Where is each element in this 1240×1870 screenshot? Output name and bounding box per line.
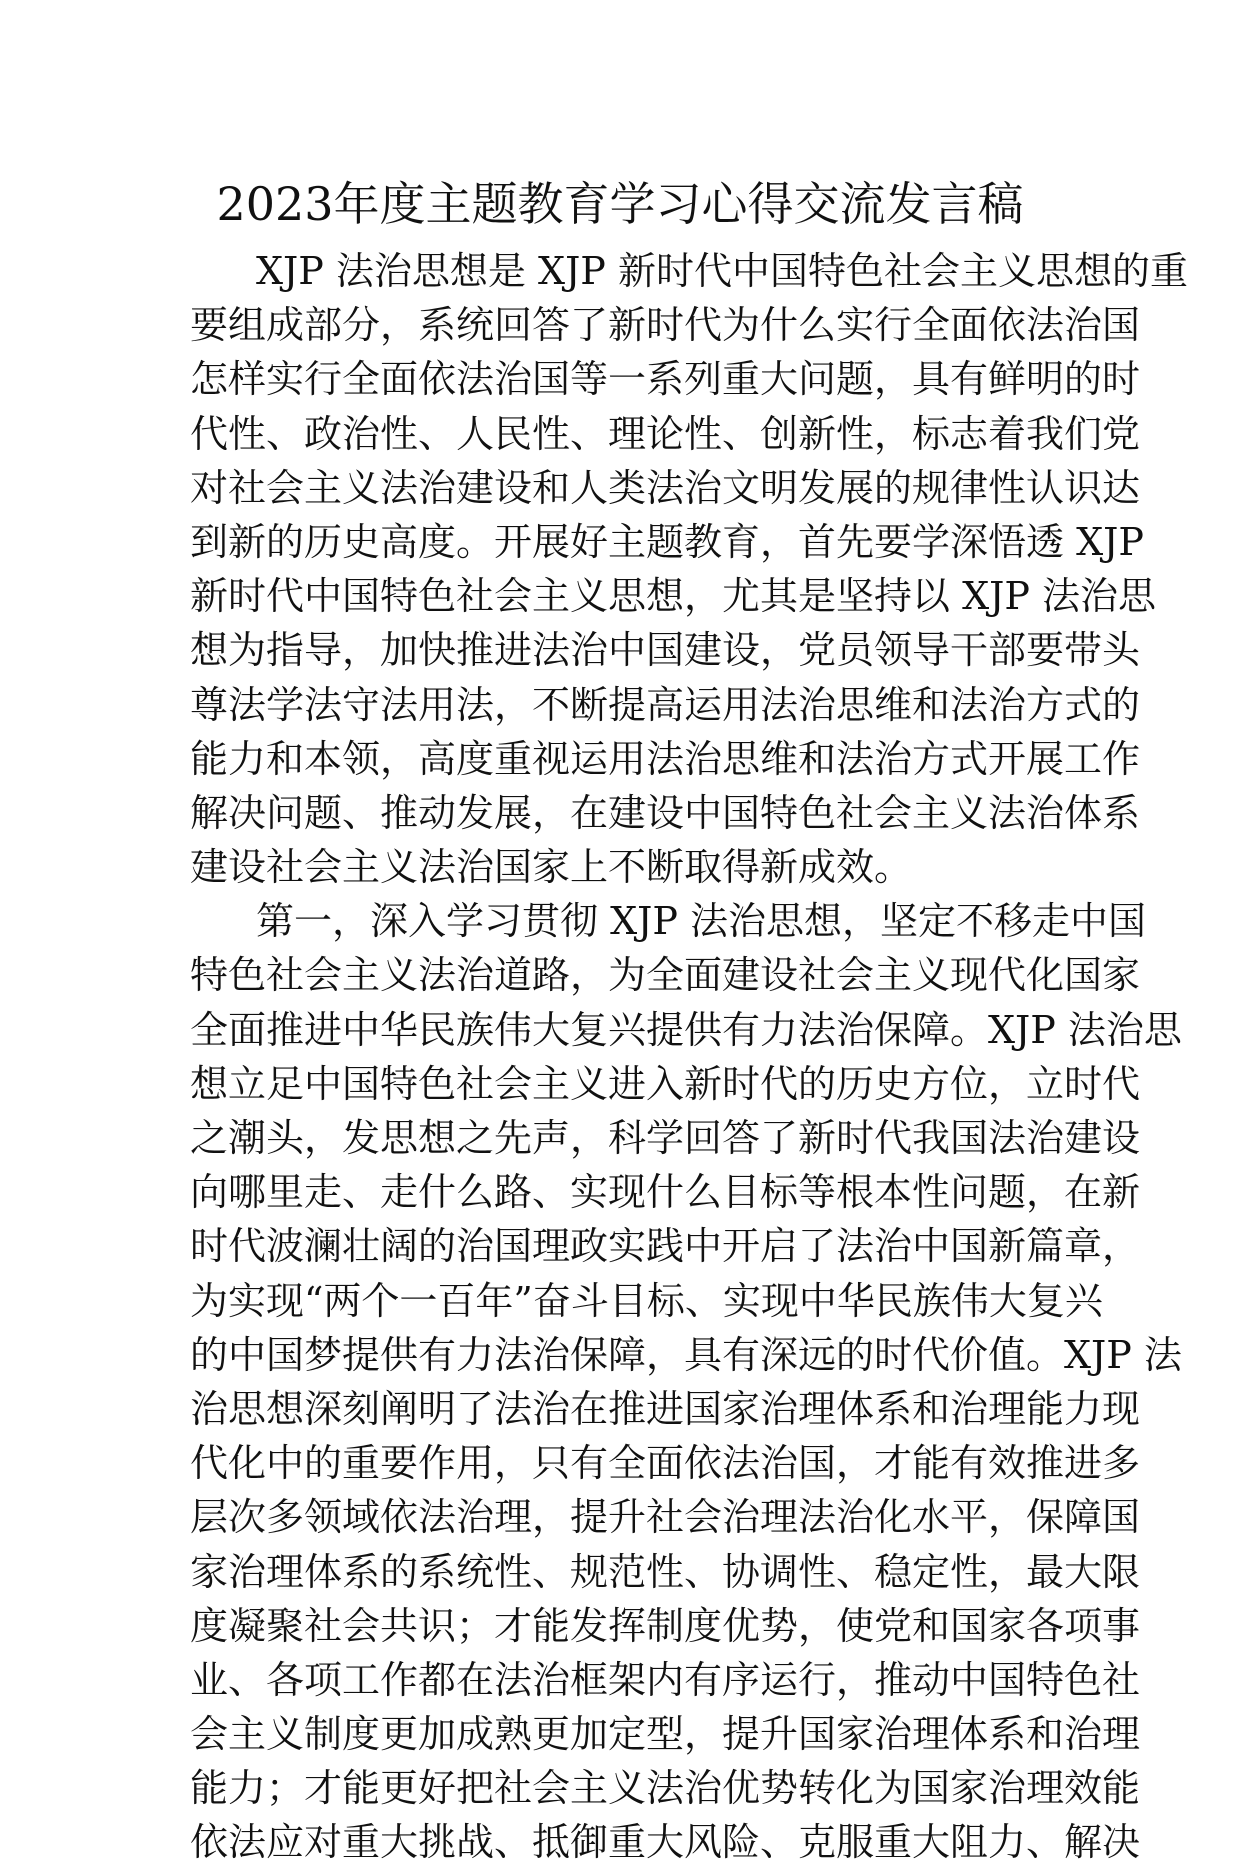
text-line: 业、各项工作都在法治框架内有序运行，推动中国特色社 <box>190 1657 1141 1702</box>
document-body <box>190 244 1188 1870</box>
text-line: 能力；才能更好把社会主义法治优势转化为国家治理效能 <box>190 1766 1141 1811</box>
text-line: 新时代中国特色社会主义思想，尤其是坚持以 XJP 法治思 <box>190 574 1157 619</box>
text-line: 想为指导，加快推进法治中国建设，党员领导干部要带头 <box>190 628 1141 673</box>
text-line: 代化中的重要作用，只有全面依法治国，才能有效推进多 <box>190 1441 1141 1486</box>
text-line: 建设社会主义法治国家上不断取得新成效。 <box>190 845 913 890</box>
text-line: 能力和本领，高度重视运用法治思维和法治方式开展工作 <box>190 736 1141 781</box>
text-line: 想立足中国特色社会主义进入新时代的历史方位，立时代 <box>190 1061 1141 1106</box>
text-line: 的中国梦提供有力法治保障，具有深远的时代价值。XJP 法 <box>190 1332 1182 1377</box>
text-line: 解决问题、推动发展，在建设中国特色社会主义法治体系 <box>190 790 1141 835</box>
text-line: 之潮头，发思想之先声，科学回答了新时代我国法治建设 <box>190 1116 1141 1160</box>
text-line: 度凝聚社会共识；才能发挥制度优势，使党和国家各项事 <box>190 1603 1141 1648</box>
text-line: 全面推进中华民族伟大复兴提供有力法治保障。XJP 法治思 <box>190 1007 1182 1052</box>
text-line: 尊法学法守法用法，不断提高运用法治思维和法治方式的 <box>190 682 1141 727</box>
text-line: 要组成部分，系统回答了新时代为什么实行全面依法治国 <box>190 303 1141 348</box>
document-title: 2023年度主题教育学习心得交流发言稿 <box>216 177 1024 231</box>
text-line: 对社会主义法治建设和人类法治文明发展的规律性认识达 <box>190 465 1141 510</box>
text-line: 治思想深刻阐明了法治在推进国家治理体系和治理能力现 <box>190 1386 1141 1431</box>
paragraph-2 <box>190 894 1182 1869</box>
text-line: 会主义制度更加成熟更加定型，提升国家治理体系和治理 <box>190 1712 1141 1757</box>
text-line: 特色社会主义法治道路，为全面建设社会主义现代化国家 <box>190 953 1141 998</box>
text-line: 时代波澜壮阔的治国理政实践中开启了法治中国新篇章， <box>190 1224 1141 1269</box>
text-line: XJP 法治思想是 XJP 新时代中国特色社会主义思想的重 <box>256 249 1188 293</box>
text-line: 依法应对重大挑战、抵御重大风险、克服重大阻力、解决 <box>190 1820 1141 1865</box>
text-line: 怎样实行全面依法治国等一系列重大问题，具有鲜明的时 <box>190 357 1141 402</box>
paragraph-1 <box>190 244 1188 894</box>
text-line: 到新的历史高度。开展好主题教育，首先要学深悟透 XJP <box>190 519 1144 564</box>
text-line: 层次多领域依法治理，提升社会治理法治化水平，保障国 <box>190 1495 1141 1540</box>
text-line: 第一，深入学习贯彻 XJP 法治思想，坚定不移走中国 <box>256 899 1147 944</box>
text-line: 代性、政治性、人民性、理论性、创新性，标志着我们党 <box>190 411 1141 456</box>
text-line: 为实现“两个一百年”奋斗目标、实现中华民族伟大复兴 <box>190 1278 1103 1323</box>
text-line: 家治理体系的系统性、规范性、协调性、稳定性，最大限 <box>190 1549 1141 1594</box>
text-line: 向哪里走、走什么路、实现什么目标等根本性问题，在新 <box>190 1170 1141 1215</box>
